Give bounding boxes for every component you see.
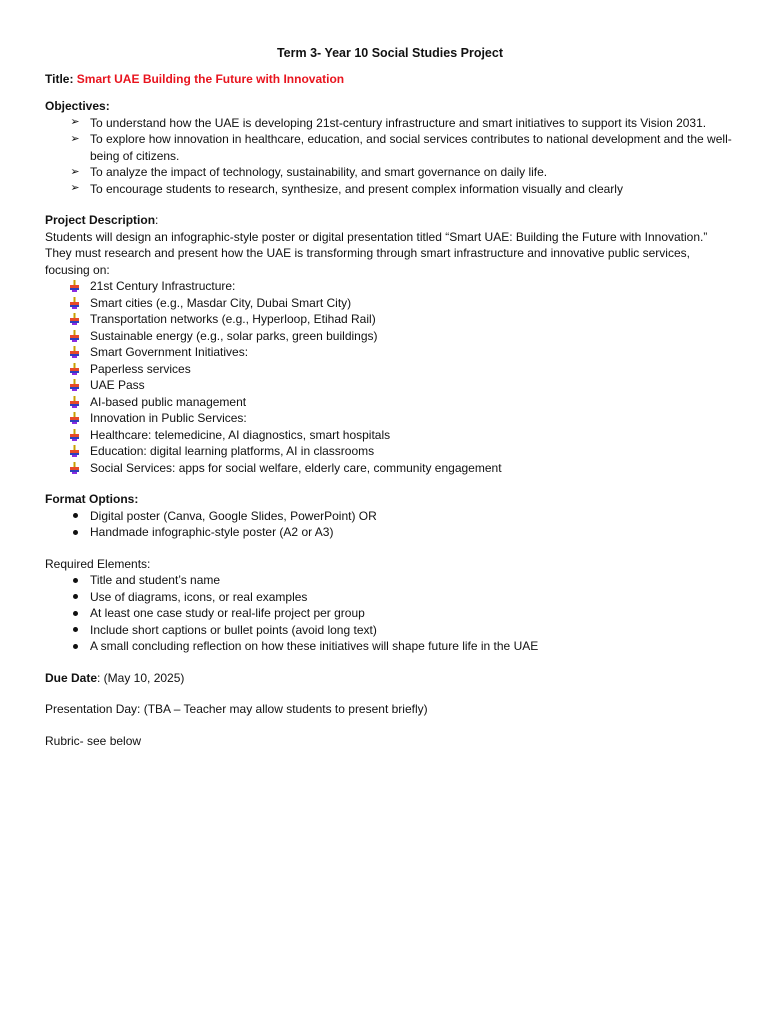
format-options-list <box>45 508 735 541</box>
project-title-value: Smart UAE Building the Future with Innovation <box>76 72 345 86</box>
list-item: At least one case study or real-life project per group <box>45 605 735 622</box>
hand-pointer-bullet-icon <box>67 344 83 360</box>
document-title: Term 3- Year 10 Social Studies Project <box>276 46 504 60</box>
list-item: Use of diagrams, icons, or real examples <box>45 589 735 606</box>
project-description-heading: Project Description <box>45 213 156 227</box>
project-description-heading-line: Project Description: <box>45 213 159 227</box>
required-elements-heading: Required Elements: <box>45 556 151 571</box>
list-item: Title and student’s name <box>45 572 735 589</box>
format-options-heading: Format Options: <box>45 492 139 506</box>
rubric-line: Rubric- see below <box>45 733 142 748</box>
bullet-dot-icon <box>67 572 83 588</box>
list-item: Social Services: apps for social welfare, elderly care, community engagement <box>45 460 735 477</box>
hand-pointer-bullet-icon <box>67 410 83 426</box>
list-item: Education: digital learning platforms, AI in classrooms <box>45 443 735 460</box>
list-item: A small concluding reflection on how these initiatives will shape future life in the UAE <box>45 638 735 655</box>
bullet-dot-icon <box>67 638 83 654</box>
list-item: Transportation networks (e.g., Hyperloop, Etihad Rail) <box>45 311 735 328</box>
hand-pointer-bullet-icon <box>67 460 83 476</box>
required-elements-list <box>45 572 735 655</box>
list-item: AI-based public management <box>45 394 735 411</box>
document-page <box>45 46 735 749</box>
list-item: ➢ To encourage students to research, synthesize, and present complex information visually and clearly <box>45 181 735 198</box>
list-item: 21st Century Infrastructure: <box>45 278 735 295</box>
description-line: They must research and present how the UAE is transforming through smart infrastructure and innovative public services, <box>45 246 690 260</box>
hand-pointer-bullet-icon <box>67 394 83 410</box>
list-item: Innovation in Public Services: <box>45 410 735 427</box>
hand-pointer-bullet-icon <box>67 443 83 459</box>
objectives-list <box>45 115 735 198</box>
project-title-label: Title: <box>45 72 74 86</box>
list-item: Smart cities (e.g., Masdar City, Dubai Smart City) <box>45 295 735 312</box>
bullet-dot-icon <box>67 524 83 540</box>
description-line: focusing on: <box>45 262 110 277</box>
due-date-label: Due Date <box>45 670 98 685</box>
arrow-bullet-icon: ➢ <box>70 165 80 178</box>
hand-pointer-bullet-icon <box>67 377 83 393</box>
arrow-bullet-icon: ➢ <box>70 182 80 195</box>
list-item: Healthcare: telemedicine, AI diagnostics, smart hospitals <box>45 427 735 444</box>
list-item: Digital poster (Canva, Google Slides, PowerPoint) OR <box>45 508 735 525</box>
hand-pointer-bullet-icon <box>67 311 83 327</box>
due-date-value: : (May 10, 2025) <box>97 670 185 685</box>
project-title-line <box>45 72 735 86</box>
focus-list <box>45 278 735 476</box>
bullet-dot-icon <box>67 589 83 605</box>
description-line: Students will design an infographic-style poster or digital presentation titled “Smart UAE: Building the Future with Innovation.” <box>45 229 708 244</box>
bullet-dot-icon <box>67 622 83 638</box>
list-item: Paperless services <box>45 361 735 378</box>
list-item: Smart Government Initiatives: <box>45 344 735 361</box>
list-item: Handmade infographic-style poster (A2 or A3) <box>45 524 735 541</box>
list-item: ➢ To analyze the impact of technology, sustainability, and smart governance on daily life. <box>45 164 735 181</box>
hand-pointer-bullet-icon <box>67 361 83 377</box>
objectives-heading: Objectives: <box>45 99 110 113</box>
list-item: Include short captions or bullet points (avoid long text) <box>45 622 735 639</box>
hand-pointer-bullet-icon <box>67 328 83 344</box>
due-date-line <box>45 670 735 687</box>
arrow-bullet-icon: ➢ <box>70 132 80 145</box>
list-item: Sustainable energy (e.g., solar parks, green buildings) <box>45 328 735 345</box>
hand-pointer-bullet-icon <box>67 278 83 294</box>
bullet-dot-icon <box>67 508 83 524</box>
hand-pointer-bullet-icon <box>67 427 83 443</box>
bullet-dot-icon <box>67 605 83 621</box>
list-item: UAE Pass <box>45 377 735 394</box>
presentation-day-line: Presentation Day: (TBA – Teacher may allow students to present briefly) <box>45 702 428 716</box>
arrow-bullet-icon: ➢ <box>70 116 80 129</box>
list-item: ➢ To understand how the UAE is developing 21st-century infrastructure and smart initiatives to support its Vision 2031. <box>45 115 735 132</box>
hand-pointer-bullet-icon <box>67 295 83 311</box>
list-item: ➢ To explore how innovation in healthcare, education, and social services contributes to national development and the well-being of citizens. <box>45 131 735 164</box>
